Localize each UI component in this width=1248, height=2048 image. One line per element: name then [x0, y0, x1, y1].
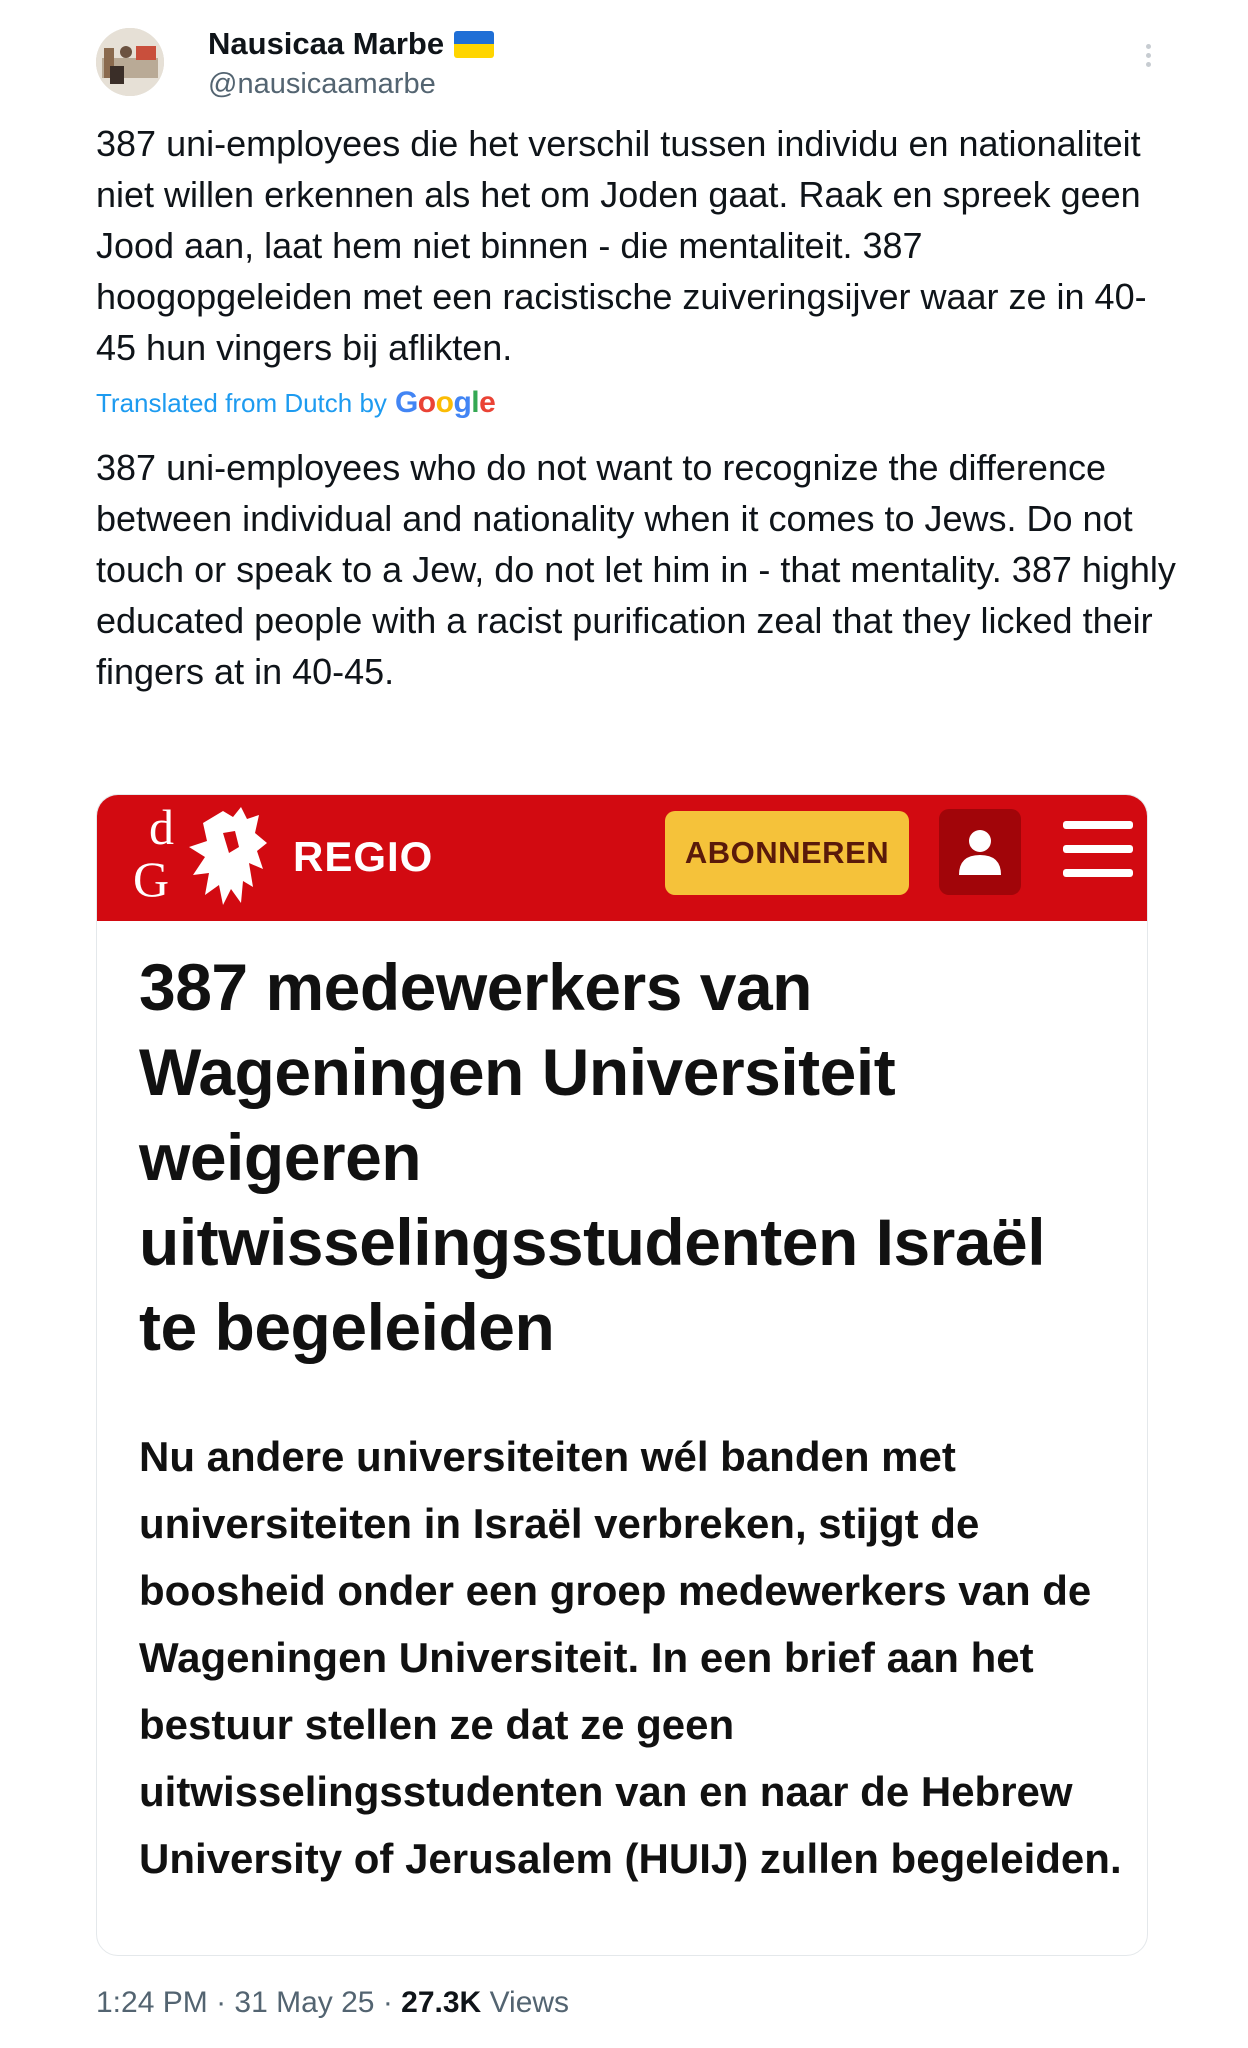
translated-label[interactable]: Translated from Dutch by [96, 388, 387, 418]
author-block [208, 26, 494, 102]
subscribe-button[interactable]: ABONNEREN [665, 811, 909, 895]
author-name-row[interactable] [208, 26, 494, 62]
author-name[interactable]: Nausicaa Marbe [208, 26, 445, 61]
tweet-date[interactable]: 31 May 25 [234, 1986, 375, 2019]
article-card[interactable] [96, 794, 1148, 1956]
horse-rider-logo-icon [183, 803, 273, 909]
avatar[interactable] [96, 28, 164, 96]
views-count: 27.3K [401, 1986, 482, 2019]
site-logo-letters[interactable]: d G [133, 799, 174, 907]
google-logo: Google [394, 386, 496, 419]
article-headline: 387 medewerkers van Wageningen Universiteit weigeren uitwisselingsstudenten Israël te begeleiden [139, 950, 1046, 1364]
tweet-time[interactable]: 1:24 PM [96, 1986, 208, 2019]
more-options-icon[interactable] [1146, 44, 1152, 71]
site-header [97, 795, 1147, 921]
tweet-meta: 1:24 PM · 31 May 25 · 27.3K Views [96, 1986, 570, 2019]
section-label[interactable]: REGIO [293, 833, 434, 880]
translation-text: 387 uni-employees who do not want to recognize the difference between individual and nationality when it comes to Jews. Do not touch or speak to a Jew, do not let him in - that mentality. 387 highly educated people with a racist purification zeal that they licked their fingers at in 40-45. [96, 447, 1176, 692]
article-lead: Nu andere universiteiten wél banden met universiteiten in Israël verbreken, stijgt de boosheid onder een groep medewerkers van de Wageningen Universiteit. In een brief aan het bestuur stellen ze dat ze geen uitwisselingsstudenten van en naar de Hebrew University of Jerusalem (HUIJ) zullen begeleiden. [139, 1433, 1122, 1882]
hamburger-menu-icon[interactable] [1063, 821, 1133, 893]
views-label: Views [489, 1986, 570, 2019]
account-button[interactable] [939, 809, 1021, 895]
author-handle[interactable]: @nausicaamarbe [208, 68, 436, 100]
translation-attribution[interactable] [96, 386, 495, 420]
user-icon [957, 827, 1003, 877]
ukraine-flag-icon [454, 31, 494, 58]
tweet-text: 387 uni-employees die het verschil tussen individu en nationaliteit niet willen erkennen als het om Joden gaat. Raak en spreek geen Jood aan, laat hem niet binnen - die mentaliteit. 387 hoogopgeleiden met een racistische zuiveringsijver waar ze in 40-45 hun vingers bij aflikten. [96, 123, 1147, 368]
